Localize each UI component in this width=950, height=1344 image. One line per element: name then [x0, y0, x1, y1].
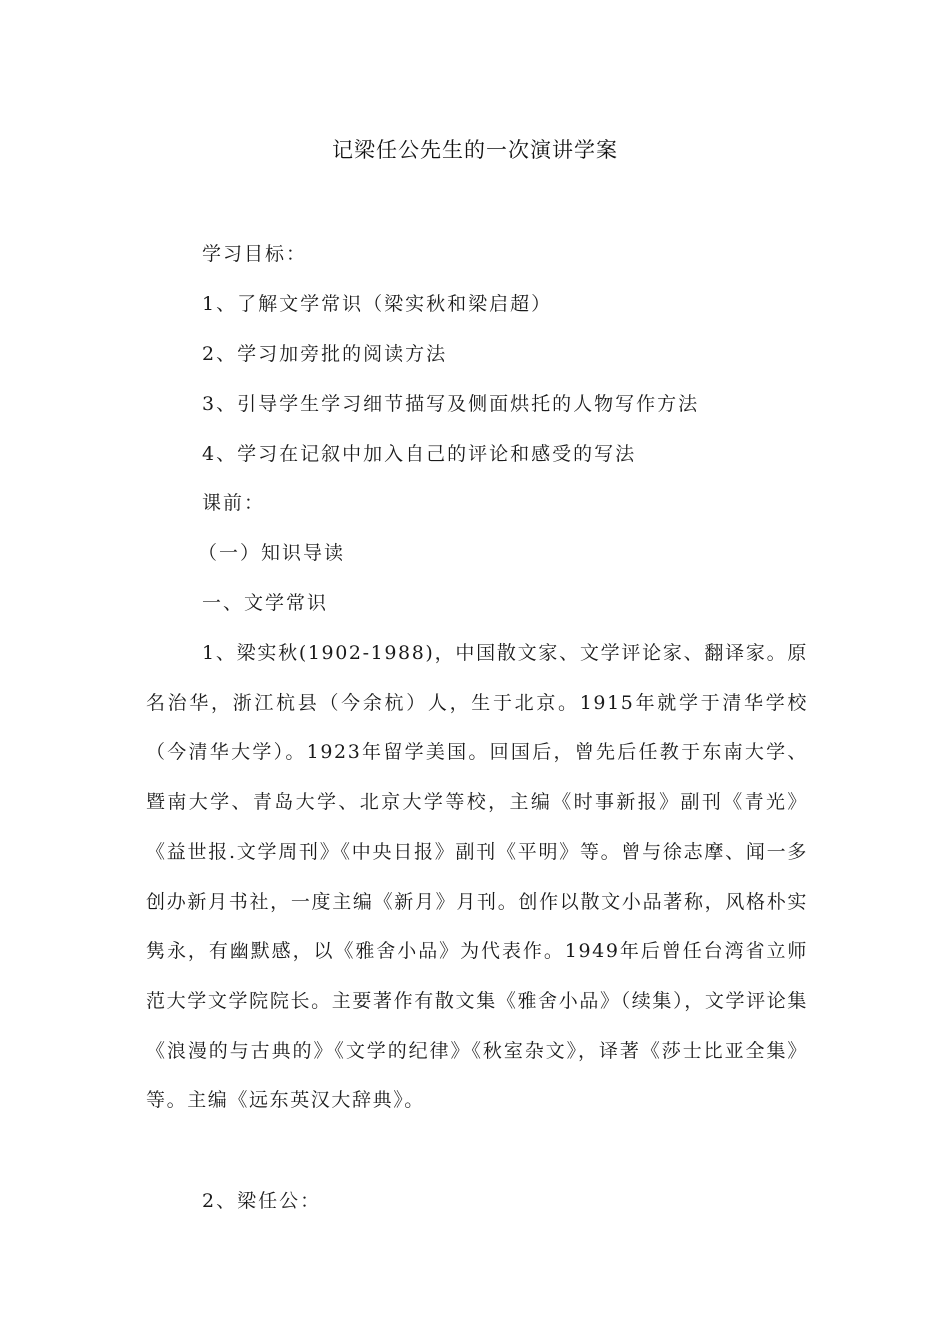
objective-item-3: 3、引导学生学习细节描写及侧面烘托的人物写作方法	[202, 393, 700, 415]
pre-class-heading: 课前：	[202, 492, 266, 514]
objective-item-4: 4、学习在记叙中加入自己的评论和感受的写法	[202, 443, 637, 465]
objective-item-1: 1、了解文学常识（梁实秋和梁启超）	[202, 293, 553, 315]
objective-item-2: 2、学习加旁批的阅读方法	[202, 343, 448, 365]
section-heading-knowledge: （一）知识导读	[198, 542, 346, 564]
item-liang-rengong: 2、梁任公：	[202, 1190, 322, 1212]
section-heading-literary: 一、文学常识	[202, 592, 329, 614]
objectives-heading: 学习目标：	[202, 243, 308, 265]
paragraph-liang-shiqiu: 1、梁实秋(1902-1988)，中国散文家、文学评论家、翻译家。原名治华，浙江杭县（今余杭）人，生于北京。1915年就学于清华学校（今清华大学）。1923年留学美国。回国后，曾先后任教于东南大学、暨南大学、青岛大学、北京大学等校，主编《时事新报》副刊《青光》《益世报.文学周刊》《中央日报》副刊《平明》等。曾与徐志摩、闻一多创办新月书社，一度主编《新月》月刊。创作以散文小品著称，风格朴实隽永，有幽默感，以《雅舍小品》为代表作。1949年后曾任台湾省立师范大学文学院院长。主要著作有散文集《雅舍小品》（续集），文学评论集《浪漫的与古典的》《文学的纪律》《秋室杂文》，译著《莎士比亚全集》等。主编《远东英汉大辞典》。	[146, 642, 808, 1112]
document-title: 记梁任公先生的一次演讲学案	[332, 138, 618, 162]
